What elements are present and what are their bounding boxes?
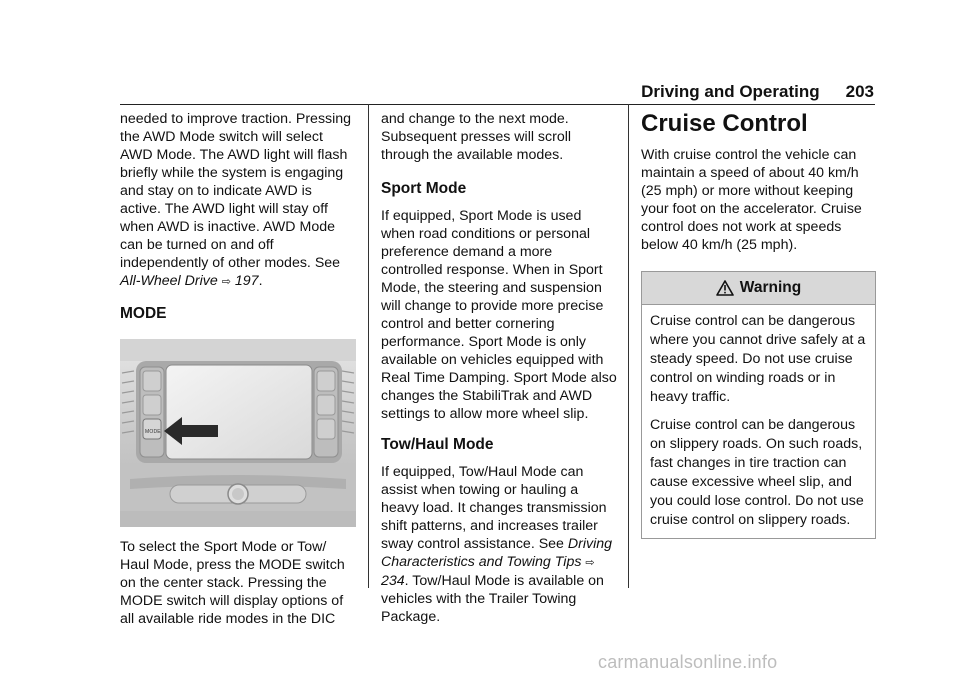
header-rule: [120, 104, 875, 105]
mode-switch-figure: [120, 339, 356, 527]
mode-button-label: MODE: [145, 429, 161, 435]
warning-box: [641, 271, 876, 539]
watermark: carmanualsonline.info: [598, 652, 778, 672]
running-header: [120, 82, 874, 104]
warning-header: [642, 272, 875, 305]
mode-heading: MODE: [120, 305, 167, 322]
cruise-control-title: Cruise Control: [641, 110, 808, 137]
warning-label: Warning: [739, 279, 802, 296]
page-ref-arrow-icon: ⇨: [585, 557, 595, 569]
warning-triangle-icon: [716, 280, 734, 296]
column-2: [381, 110, 617, 626]
column-divider-1: [368, 104, 369, 588]
towing-tips-link[interactable]: Driving Characteristics and Towing Tips ⇨ 234: [381, 536, 613, 589]
column-1: [120, 110, 356, 628]
tow-haul-mode-heading: Tow/Haul Mode: [381, 436, 494, 453]
page-ref-arrow-icon: ⇨: [221, 276, 231, 288]
page-number: 203: [845, 82, 874, 101]
cruise-control-intro: With cruise control the vehicle can maintain a speed of about 40 km/h (25 mph) or more without keeping your foot on the accelerator. Cruise control does not work at speeds below 40 km/h (25 mph).: [641, 147, 862, 253]
column-3: [641, 110, 876, 539]
column-divider-2: [628, 104, 629, 588]
warning-paragraph-2: Cruise control can be dangerous on slippery roads. On such roads, fast changes in tire traction can cause excessive wheel slip, and you could lose control. Do not use cruise control on slippery roads.: [650, 417, 864, 528]
awd-continuation-paragraph: needed to improve traction. Pressing the AWD Mode switch will select AWD Mode. The AWD light will flash briefly while the system is engaging and stay on to indicate AWD is active. The AWD light will stay off when AWD is inactive. AWD Mode can be turned on and off independently of other modes. See All-Wheel Drive ⇨ 197.: [120, 111, 352, 289]
sport-mode-heading: Sport Mode: [381, 180, 467, 197]
warning-paragraph-1: Cruise control can be dangerous where you cannot drive safely at a steady speed. Do not use cruise control on winding roads or in heavy traffic.: [650, 313, 866, 405]
figure-caption: To select the Sport Mode or Tow/ Haul Mode, press the MODE switch on the center stack. Pressing the MODE switch will display options of all available ride modes in the DIC: [120, 539, 345, 627]
sport-mode-paragraph: If equipped, Sport Mode is used when road conditions or personal preference demand a more controlled response. When in Sport Mode, the steering and suspension will change to provide more precise control and better cornering performance. Sport Mode is only available on vehicles equipped with Real Time Damping. Sport Mode also changes the StabiliTrak and AWD settings to allow more wheel slip.: [381, 208, 617, 422]
warning-body: [642, 305, 875, 538]
mode-continuation-paragraph: and change to the next mode. Subsequent presses will scroll through the available modes.: [381, 111, 572, 163]
all-wheel-drive-link[interactable]: All-Wheel Drive ⇨ 197: [120, 273, 259, 289]
tow-haul-paragraph: If equipped, Tow/Haul Mode can assist when towing or hauling a heavy load. It changes transmission shift patterns, and increases trailer sway control assistance. See Driving Characteristics and Towing Tips ⇨ 234. Tow/Haul Mode is available on vehicles with the Trailer Towing Package.: [381, 464, 613, 625]
section-title: Driving and Operating: [641, 82, 820, 101]
